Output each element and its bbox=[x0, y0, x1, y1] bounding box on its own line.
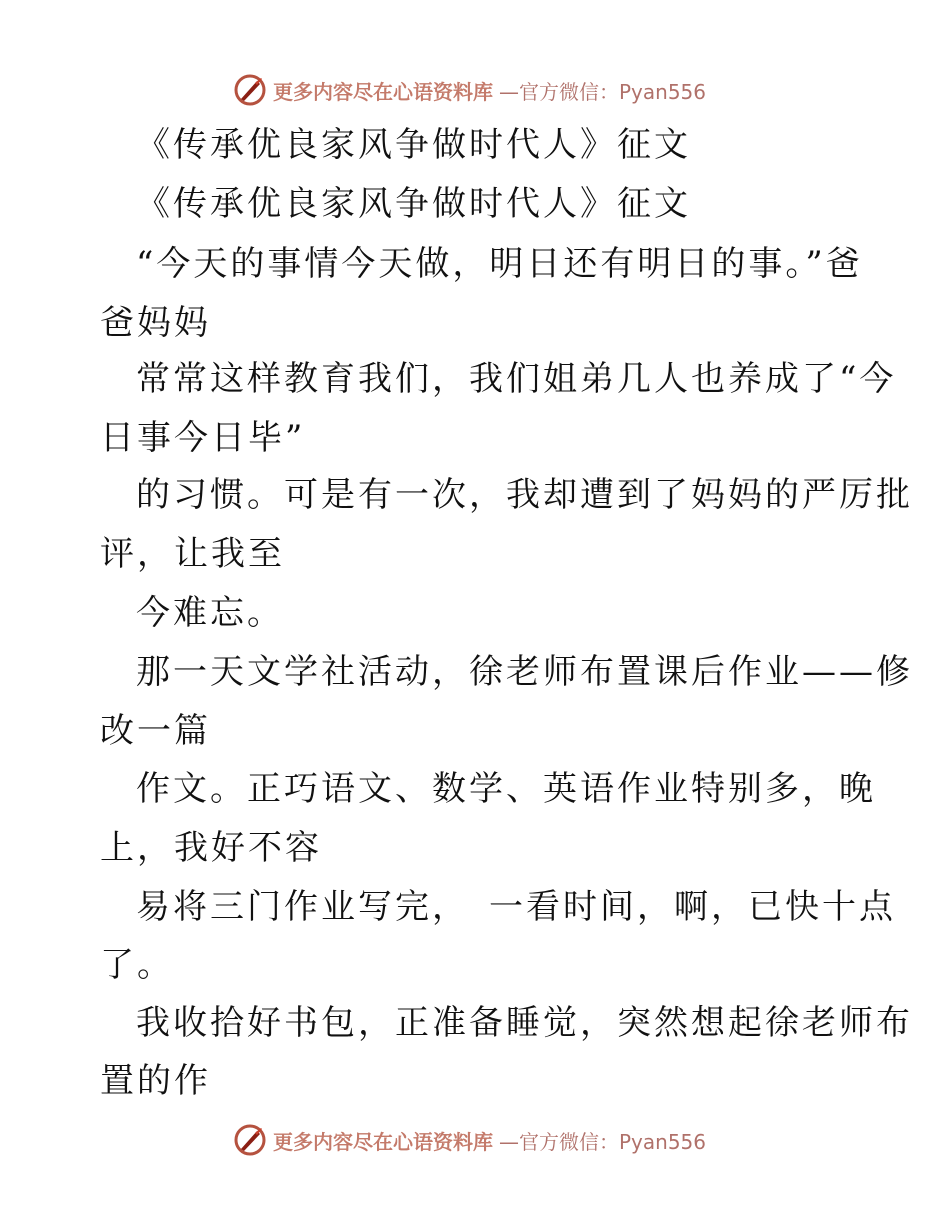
watermark-cn-text: 更多内容尽在心语资料库 bbox=[273, 79, 493, 104]
paragraph-line: 易将三门作业写完， 一看时间，啊，已快十点 bbox=[136, 887, 896, 927]
paragraph-line: 评，让我至 bbox=[100, 534, 285, 574]
watermark-cn-text: 更多内容尽在心语资料库 bbox=[273, 1129, 493, 1154]
paragraph-line: 常常这样教育我们，我们姐弟几人也养成了“今 bbox=[136, 359, 897, 399]
paragraph-line: 那一天文学社活动，徐老师布置课后作业——修 bbox=[136, 652, 913, 692]
paragraph-line: 的习惯。可是有一次，我却遭到了妈妈的严厉批 bbox=[136, 475, 913, 515]
paragraph-line: 了。 bbox=[100, 945, 174, 985]
paragraph-line: 作文。正巧语文、数学、英语作业特别多，晚 bbox=[136, 769, 876, 809]
quill-pen-logo-icon bbox=[233, 1123, 267, 1157]
footer-watermark bbox=[233, 1120, 706, 1160]
paragraph-line: 我收拾好书包，正准备睡觉，突然想起徐老师布 bbox=[136, 1003, 913, 1043]
title-line: 《传承优良家风争做时代人》征文 bbox=[136, 125, 691, 165]
paragraph-line: 改一篇 bbox=[100, 711, 211, 751]
paragraph-line: 日事今日毕” bbox=[100, 418, 306, 458]
title-line-repeat: 《传承优良家风争做时代人》征文 bbox=[136, 184, 691, 224]
paragraph-line: 上，我好不容 bbox=[100, 828, 322, 868]
watermark-contact-text: —官方微信：Pyan556 bbox=[499, 79, 707, 104]
paragraph-line: 爸妈妈 bbox=[100, 303, 211, 343]
paragraph-line: 今难忘。 bbox=[136, 593, 284, 633]
watermark-contact-text: —官方微信：Pyan556 bbox=[499, 1129, 707, 1154]
paragraph-line: “今天的事情今天做，明日还有明日的事。”爸 bbox=[136, 244, 863, 284]
paragraph-line: 置的作 bbox=[100, 1061, 211, 1101]
